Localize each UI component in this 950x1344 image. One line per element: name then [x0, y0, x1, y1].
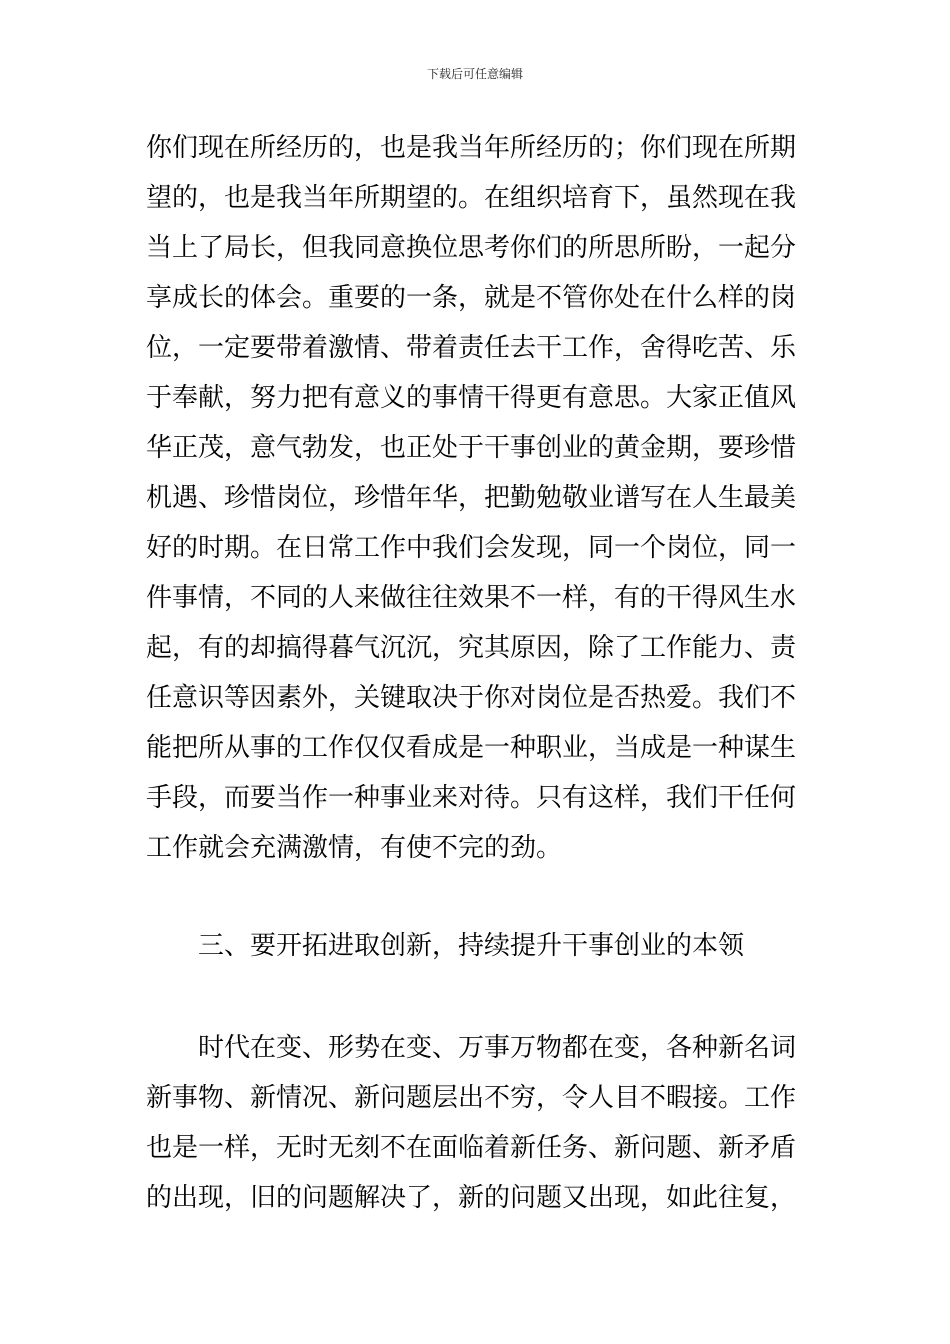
paragraph-line: 享成长的体会。重要的一条，就是不管你处在什么样的岗: [146, 283, 797, 313]
paragraph-line: 望的，也是我当年所期望的。在组织培育下，虽然现在我: [146, 183, 797, 213]
paragraph-line: 你们现在所经历的，也是我当年所经历的；你们现在所期: [146, 133, 797, 163]
paragraph-line: 位，一定要带着激情、带着责任去干工作，舍得吃苦、乐: [146, 333, 797, 363]
paragraph-line: 件事情，不同的人来做往往效果不一样，有的干得风生水: [146, 583, 797, 613]
paragraph-line: 能把所从事的工作仅仅看成是一种职业，当成是一种谋生: [146, 733, 797, 763]
paragraph-line: 工作就会充满激情，有使不完的劲。: [146, 833, 563, 863]
paragraph-line: 也是一样，无时无刻不在面临着新任务、新问题、新矛盾: [146, 1133, 797, 1163]
paragraph-line: 华正茂，意气勃发，也正处于干事创业的黄金期，要珍惜: [146, 433, 797, 463]
paragraph-line: 机遇、珍惜岗位，珍惜年华，把勤勉敬业谱写在人生最美: [146, 483, 797, 513]
page-header: 下载后可任意编辑: [426, 67, 523, 81]
paragraph-line: 起，有的却搞得暮气沉沉，究其原因，除了工作能力、责: [146, 633, 797, 663]
section-heading: 三、要开拓进取创新，持续提升干事创业的本领: [198, 931, 745, 961]
paragraph-line: 的出现，旧的问题解决了，新的问题又出现，如此往复，: [146, 1183, 797, 1213]
paragraph-line: 当上了局长，但我同意换位思考你们的所思所盼，一起分: [146, 233, 797, 263]
paragraph-line: 于奉献，努力把有意义的事情干得更有意思。大家正值风: [146, 383, 797, 413]
paragraph-line: 手段，而要当作一种事业来对待。只有这样，我们干任何: [146, 783, 797, 813]
paragraph-line: 时代在变、形势在变、万事万物都在变，各种新名词: [198, 1033, 797, 1063]
paragraph-line: 新事物、新情况、新问题层出不穷，令人目不暇接。工作: [146, 1083, 797, 1113]
paragraph-line: 任意识等因素外，关键取决于你对岗位是否热爱。我们不: [146, 683, 797, 713]
paragraph-line: 好的时期。在日常工作中我们会发现，同一个岗位，同一: [146, 533, 797, 563]
